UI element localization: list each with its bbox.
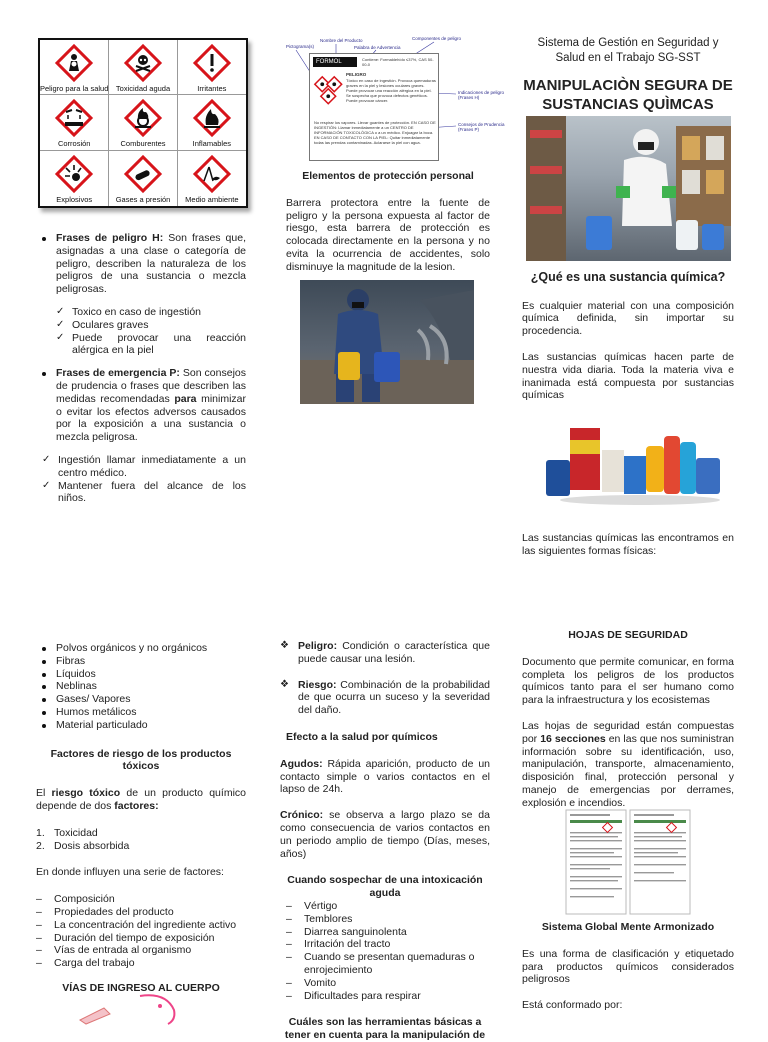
corrosion-icon <box>54 98 94 138</box>
column-3-top-body <box>522 270 734 402</box>
ghs-components-intro: Está conformado por: <box>522 999 623 1012</box>
chemical-products-photo <box>540 420 728 508</box>
list-item: – Propiedades del producto <box>36 906 246 919</box>
list-item: – Cuando se presentan quemaduras o enrojecimiento <box>286 951 490 977</box>
list-item: – Composición <box>36 893 246 906</box>
influences-list <box>36 893 246 970</box>
symptoms-list <box>280 900 490 1002</box>
label-hazard-statements: Tóxico en caso de ingestión. Provoca quemaduras graves en la piel y lesiones oculares graves. Puede provocar una reacción alérgica en la piel. Se sospecha que provoca defectos genéticos. Puede provocar cáncer. <box>346 78 436 103</box>
list-item: Líquidos <box>36 668 246 681</box>
hazmat-worker-illustration <box>526 116 731 261</box>
list-item: – Temblores <box>286 913 490 926</box>
callout-pictograms: Pictograma(s) <box>286 44 315 49</box>
pictogram-cell: Corrosión <box>40 95 109 150</box>
list-item: – Diarrea sanguinolenta <box>286 926 490 939</box>
flame-over-circle-icon <box>123 98 163 138</box>
skull-crossbones-icon <box>123 43 163 83</box>
definitions-list <box>280 640 490 717</box>
tools-title: Cuáles son las herramientas básicas a tener en cuenta para la manipulación de <box>284 1016 486 1042</box>
sample-label <box>309 53 439 161</box>
everyday-text: Las sustancias químicas hacen parte de nuestra vida diaria. Toda la materia viva e inanimada está compuesta por sustancias químicas <box>522 351 734 402</box>
ppe-worker-photo <box>300 280 474 404</box>
epp-text: Barrera protectora entre la fuente de peligro y la persona expuesta al factor de riesgo, esta barrera de protección es colocada directamente en la persona y no evita la ocurrencia de accidentes, solo disminuye la magnitude de la lesion. <box>286 196 490 273</box>
list-item: Material particulado <box>36 719 246 732</box>
callout-product-name: Nombre del Producto <box>320 38 363 43</box>
toxic-risk-text: El riesgo tóxico de un producto químico depende de dos factores: <box>36 787 246 812</box>
sds-title: HOJAS DE SEGURIDAD <box>568 629 688 641</box>
label-product-name: FORMOL <box>313 57 357 67</box>
pictogram-cell: Comburentes <box>109 95 177 150</box>
list-item: – Irritación del tracto <box>286 938 490 951</box>
frases-p-examples <box>42 454 246 505</box>
physical-forms-intro: Las sustancias químicas las encontramos en las siguientes formas físicas: <box>522 532 734 557</box>
definition-text: Es cualquier material con una composición química definida, sin importar su procedencia. <box>522 299 734 338</box>
list-item: – Vías de entrada al organismo <box>36 944 246 957</box>
ghs-pictogram-table <box>38 38 248 208</box>
pictogram-cell: Medio ambiente <box>178 151 246 206</box>
environment-icon <box>192 154 232 194</box>
list-item: – Carga del trabajo <box>36 957 246 970</box>
list-item: Gases/ Vapores <box>36 693 246 706</box>
list-item: ✓ Ingestión llamar inmediatamente a un centro médico. <box>42 454 246 480</box>
list-item: Polvos orgánicos y no orgánicos <box>36 642 246 655</box>
frases-h-list <box>36 232 246 296</box>
list-item: Fibras <box>36 655 246 668</box>
exploding-bomb-icon <box>54 154 94 194</box>
peligro-definition: ❖ Peligro: Condición o característica que puede causar una lesión. <box>280 640 490 666</box>
riesgo-definition: ❖ Riesgo: Combinación de la probabilidad de que ocurra un suceso y la severidad del daño. <box>280 679 490 717</box>
health-effects-title: Efecto a la salud por químicos <box>286 730 438 743</box>
label-signal-word: PELIGRO <box>346 72 367 77</box>
influences-intro: En donde influyen una serie de factores: <box>36 866 224 879</box>
ghs-title: Sistema Global Mente Armonizado <box>541 921 715 933</box>
health-hazard-icon <box>54 43 94 83</box>
risk-factors-title: Factores de riesgo de los productos tóxicos <box>50 747 232 773</box>
callout-hazard-statements: Indicaciones de peligro (Frases H) <box>458 90 505 101</box>
list-item: Dosis absorbida <box>54 839 130 852</box>
question-heading: ¿Qué es una sustancia química? <box>530 270 726 284</box>
exclamation-mark-icon <box>192 43 232 83</box>
frases-h-item: Frases de peligro H: Son frases que, asignadas a una clase o categoría de peligro, describen la naturaleza de los peligros de una sustancia o mezcla peligrosas. <box>36 232 246 296</box>
chronic-text: Crónico: se observa a largo plazo se da como consecuencia de varios contactos en un periodo amplio de tiempo (Días, meses, años) <box>280 809 490 860</box>
callout-precautions: Consejos de Prudencia (Frases P) <box>458 122 505 133</box>
list-item: – Vomito <box>286 977 490 990</box>
list-item: ✓ Puede provocar una reacción alérgica en la piel <box>56 332 246 358</box>
frases-h-examples <box>56 306 246 357</box>
pictogram-cell: Explosivos <box>40 151 109 206</box>
acute-text: Agudos: Rápida aparición, producto de un contacto simple o varios contactos en el lapso de 24h. <box>280 757 490 796</box>
physical-forms-list <box>36 642 246 732</box>
chemical-label-diagram <box>286 36 508 164</box>
list-item: Toxicidad <box>54 826 98 839</box>
list-item: – La concentración del ingrediente activo <box>36 919 246 932</box>
chemical-products-illustration <box>540 420 728 508</box>
sds-text-2: Las hojas de seguridad están compuestas por 16 secciones en las que nos suministran información sobre su identificación, uso, manipulación, transporte, almacenamiento, disposición final, protección personal y manejo de emergencias por derrames, explosión e incendios. <box>522 719 734 809</box>
list-item: Neblinas <box>36 680 246 693</box>
column-2-top <box>286 170 490 274</box>
intoxication-title: Cuando sospechar de una intoxicación aguda <box>287 874 483 900</box>
pictogram-cell: Toxicidad aguda <box>109 40 177 95</box>
column-1-bottom <box>36 642 246 995</box>
hazmat-worker-photo <box>526 116 731 261</box>
factors-list <box>36 827 246 853</box>
label-precautions: No respirar los vapores. Llevar guantes de protección. EN CASO DE INGESTIÓN: Llamar inmediatamente a un CENTRO DE INFORMACIÓN TOXICOLÓGICA o a un médico. Enjuagar la boca. EN CASO DE CONTACTO CON LA PIEL: Quitar inmediatamente todas las prendas contaminadas. Aclararse la piel con agua. <box>314 120 436 145</box>
ghs-text: Es una forma de clasificación y etiquetado para productos químicos considerados peligrosos <box>522 947 734 986</box>
safety-data-sheet-illustration <box>564 806 694 916</box>
pictogram-cell: Inflamables <box>178 95 246 150</box>
entry-routes-title: VÍAS DE INGRESO AL CUERPO <box>62 981 220 994</box>
list-item: – Dificultades para respirar <box>286 990 490 1003</box>
label-pictograms-icon <box>314 76 344 106</box>
gas-cylinder-icon <box>123 154 163 194</box>
org-name: Sistema de Gestión en Seguridad y Salud en el Trabajo SG-SST <box>537 37 719 64</box>
frases-p-list <box>36 367 246 444</box>
column-3-bottom <box>522 629 734 810</box>
list-item: – Duración del tiempo de exposición <box>36 932 246 945</box>
flame-icon <box>192 98 232 138</box>
pictogram-cell: Peligro para la salud <box>40 40 109 95</box>
entry-routes-illustration <box>70 990 190 1024</box>
ppe-worker-illustration <box>300 280 474 404</box>
list-item: – Vértigo <box>286 900 490 913</box>
label-contains: Contiene: Formaldehído ≤37%, CAS 50-00-0 <box>362 57 434 67</box>
brochure-title: MANIPULACIÒN SEGURA DE SUSTANCIAS QUÌMCAS <box>523 76 733 114</box>
column-1-top <box>36 232 246 505</box>
list-item: ✓ Oculares graves <box>56 319 246 332</box>
list-item: Humos metálicos <box>36 706 246 719</box>
callout-components: Componentes de peligro <box>412 36 462 41</box>
list-item: ✓ Mantener fuera del alcance de los niños. <box>42 480 246 506</box>
frases-p-item: Frases de emergencia P: Son consejos de prudencia o frases que describen las medidas recomendadas para minimizar o evitar los efectos adversos causados por la exposición a una sustancia o mezcla peligrosa. <box>36 367 246 444</box>
callout-signal-word: Palabra de Advertencia <box>354 45 401 50</box>
column-3-top <box>522 36 734 115</box>
pictogram-cell: Irritantes <box>178 40 246 95</box>
sds-text-1: Documento que permite comunicar, en forma completa los peligros de los productos químicos tanto para el ser humano como para la infraestructura y los ecosistemas <box>522 655 734 707</box>
column-3-ghs <box>522 921 734 1012</box>
column-2-bottom <box>280 640 490 1042</box>
list-item: ✓ Toxico en caso de ingestión <box>56 306 246 319</box>
pictogram-cell: Gases a presión <box>109 151 177 206</box>
epp-title: Elementos de protección personal <box>302 170 474 182</box>
